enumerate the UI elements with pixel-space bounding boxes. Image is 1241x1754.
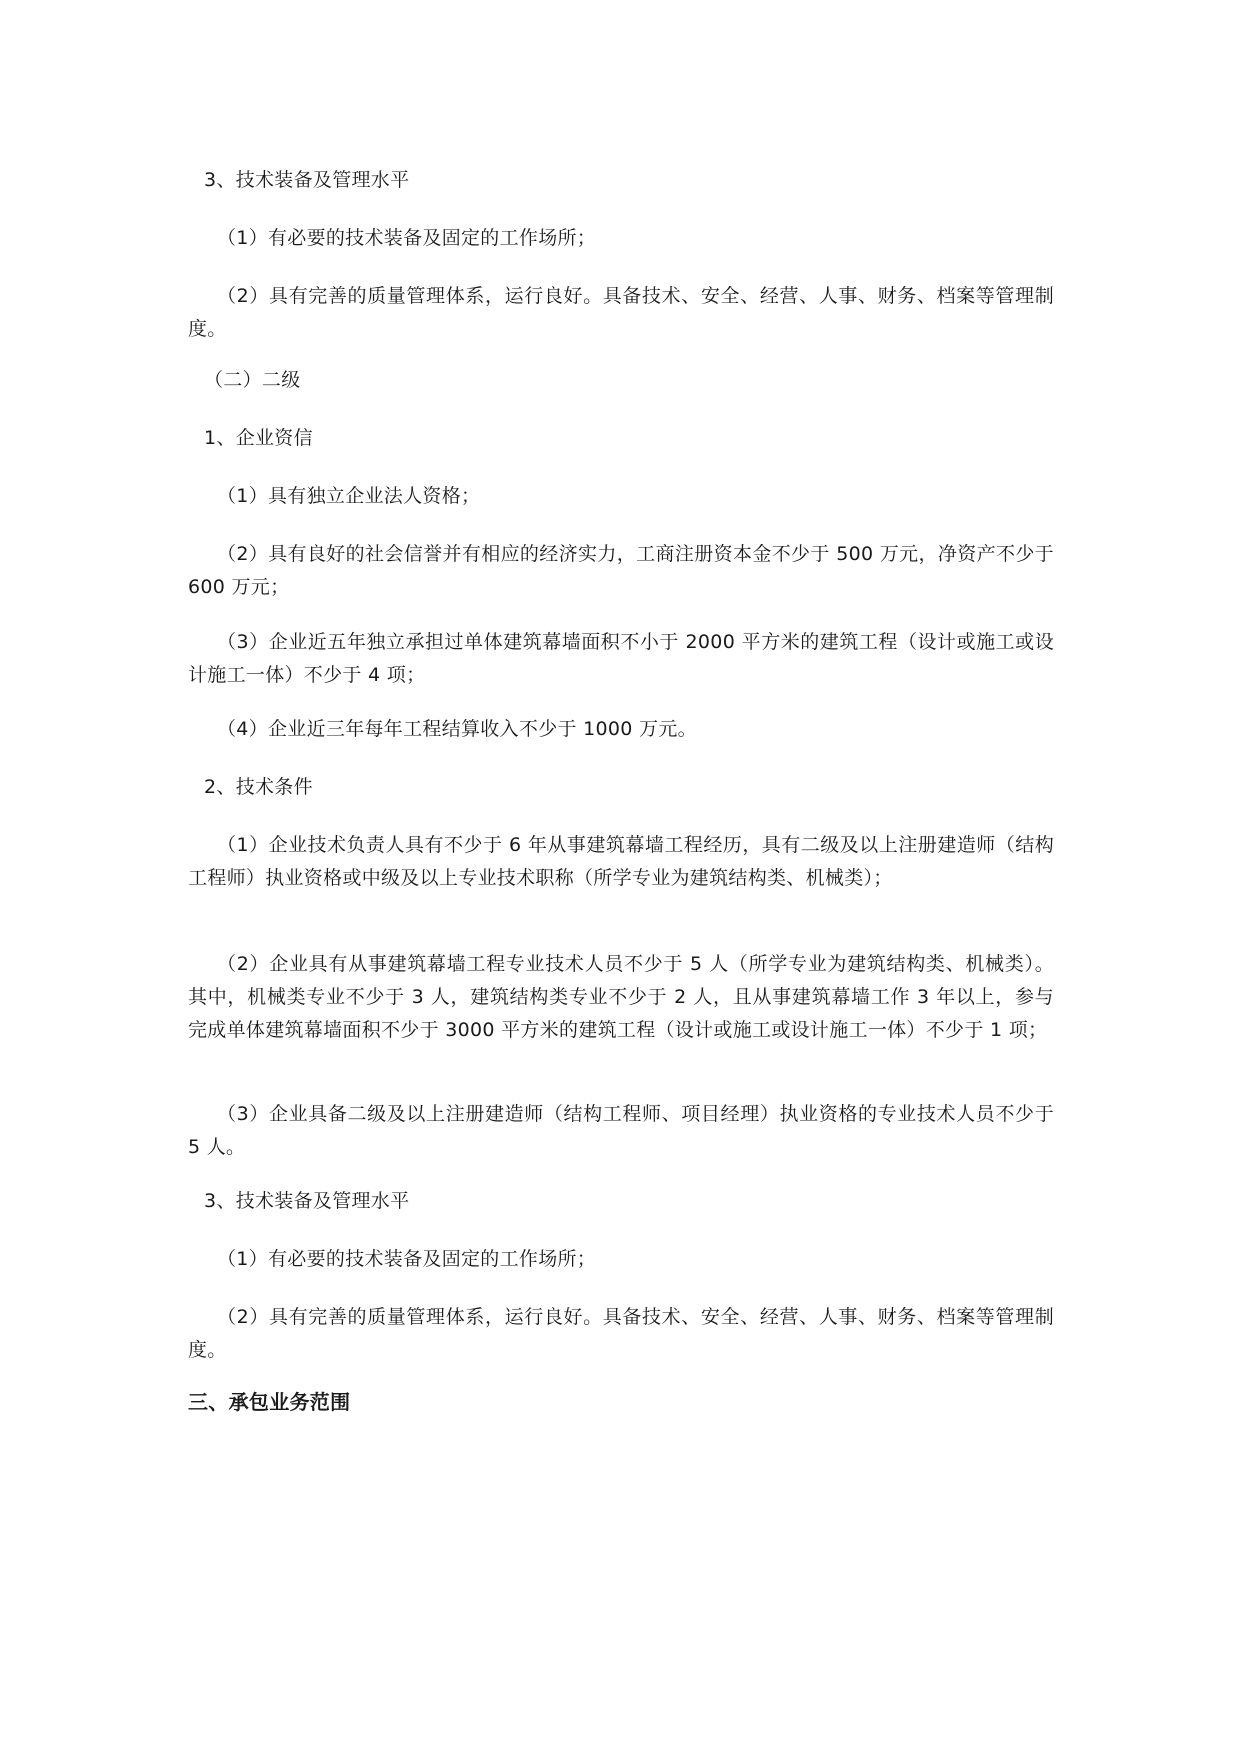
paragraph-registered-builders: （3）企业具备二级及以上注册建造师（结构工程师、项目经理）执业资格的专业技术人员不少于 5 人。 <box>188 1103 1054 1158</box>
paragraph-past-projects: （3）企业近五年独立承担过单体建筑幕墙面积不小于 2000 平方米的建筑工程（设计或施工或设计施工一体）不少于 4 项； <box>188 631 1054 686</box>
section-heading-business-scope: 三、承包业务范围 <box>188 1390 351 1414</box>
paragraph-equipment-workplace-2: （1）有必要的技术装备及固定的工作场所； <box>217 1248 597 1270</box>
section-title-tech-equipment: 3、技术装备及管理水平 <box>204 169 410 191</box>
section-title-credit: 1、企业资信 <box>204 427 313 449</box>
paragraph-equipment-workplace: （1）有必要的技术装备及固定的工作场所； <box>217 227 597 249</box>
section-title-tech-equipment-2: 3、技术装备及管理水平 <box>204 1190 410 1212</box>
paragraph-tech-lead: （1）企业技术负责人具有不少于 6 年从事建筑幕墙工程经历，具有二级及以上注册建造师（结构工程师）执业资格或中级及以上专业技术职称（所学专业为建筑结构类、机械类）； <box>188 834 1054 889</box>
paragraph-tech-staff: （2）企业具有从事建筑幕墙工程专业技术人员不少于 5 人（所学专业为建筑结构类、机械类）。其中，机械类专业不少于 3 人，建筑结构类专业不少于 2 人，且从事建筑幕墙工作 3 年以上，参与完成单体建筑幕墙面积不少于 3000 平方米的建筑工程（设计或施工或设计施工一体）不少于 1 项； <box>188 953 1054 1041</box>
paragraph-quality-system-2: （2）具有完善的质量管理体系，运行良好。具备技术、安全、经营、人事、财务、档案等管理制度。 <box>188 1306 1054 1361</box>
paragraph-capital: （2）具有良好的社会信誉并有相应的经济实力，工商注册资本金不少于 500 万元，净资产不少于 600 万元； <box>188 543 1054 598</box>
section-title-level-two: （二）二级 <box>204 369 301 391</box>
section-title-tech-conditions: 2、技术条件 <box>204 776 313 798</box>
paragraph-quality-system: （2）具有完善的质量管理体系，运行良好。具备技术、安全、经营、人事、财务、档案等管理制度。 <box>188 285 1054 340</box>
paragraph-legal-person: （1）具有独立企业法人资格； <box>217 485 481 507</box>
paragraph-income: （4）企业近三年每年工程结算收入不少于 1000 万元。 <box>217 718 697 740</box>
